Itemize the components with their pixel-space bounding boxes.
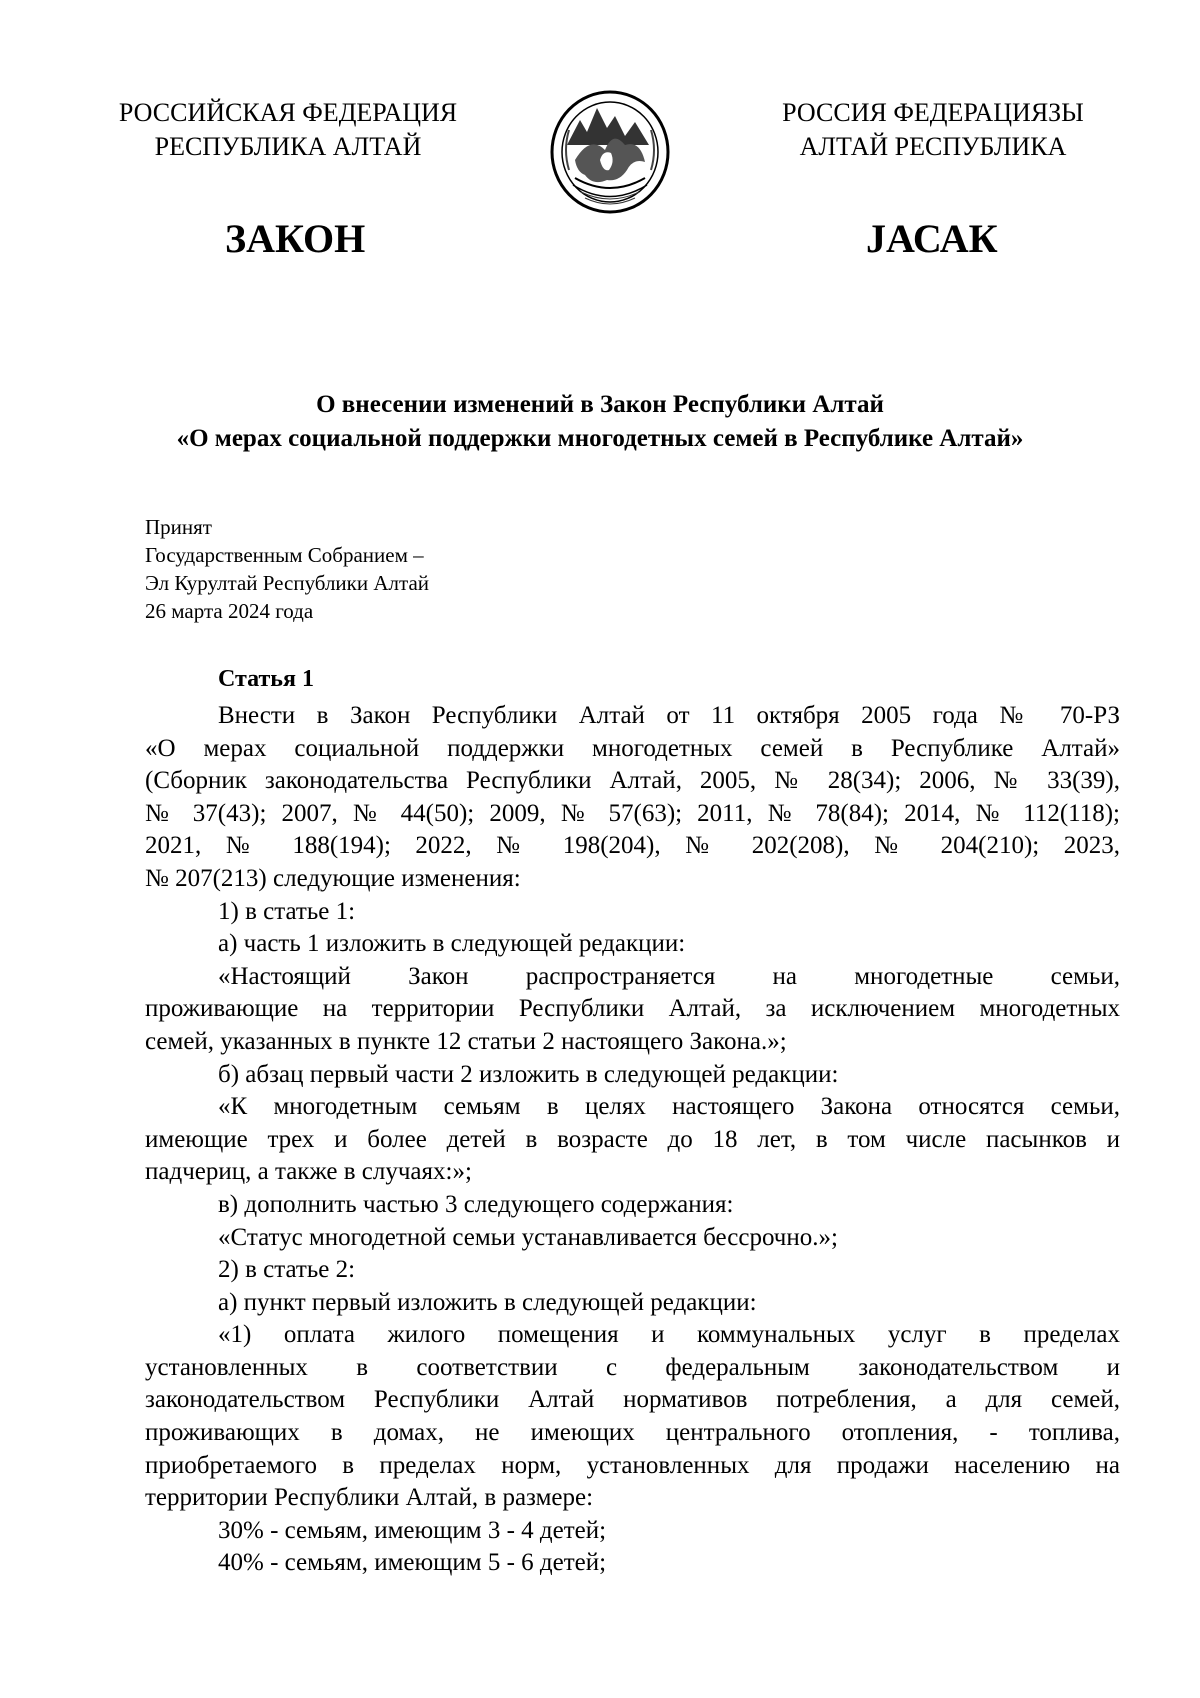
- body-line: «Настоящий Закон распространяется на многодетные семьи,: [218, 962, 1120, 990]
- body-line: № 37(43); 2007, № 44(50); 2009, № 57(63); 2011, № 78(84); 2014, № 112(118);: [145, 799, 1120, 827]
- body-line: в) дополнить частью 3 следующего содержания:: [218, 1190, 734, 1218]
- body-line: семей, указанных в пункте 12 статьи 2 настоящего Закона.»;: [145, 1027, 787, 1055]
- header-left: [98, 96, 478, 164]
- body-line: 30% - семьям, имеющим 3 - 4 детей;: [218, 1516, 607, 1544]
- adoption-line: Государственным Собранием –: [145, 543, 424, 567]
- body-line: приобретаемого в пределах норм, установленных для продажи населению на: [145, 1451, 1120, 1479]
- body-line: установленных в соответствии с федеральным законодательством и: [145, 1353, 1120, 1381]
- law-title-alt: JАСАК: [866, 216, 998, 261]
- adoption-block: [145, 513, 429, 625]
- body-line: законодательством Республики Алтай нормативов потребления, а для семей,: [145, 1386, 1120, 1414]
- body-line: Внести в Закон Республики Алтай от 11 октября 2005 года № 70-РЗ: [218, 702, 1120, 729]
- header-left-line-2: РЕСПУБЛИКА АЛТАЙ: [154, 132, 422, 161]
- body-line: проживающие на территории Республики Алтай, за исключением многодетных: [145, 995, 1120, 1023]
- body-line: территории Республики Алтай, в размере:: [145, 1484, 594, 1512]
- body-line: «О мерах социальной поддержки многодетных семей в Республике Алтай»: [145, 734, 1120, 762]
- document-title: [100, 388, 1100, 456]
- body-line: 2021, № 188(194); 2022, № 198(204), № 202(208), № 204(210); 2023,: [145, 832, 1120, 860]
- header-right: [758, 96, 1108, 164]
- header-right-line-2: АЛТАЙ РЕСПУБЛИКА: [799, 132, 1067, 161]
- body-line: проживающих в домах, не имеющих центрального отопления, - топлива,: [145, 1419, 1120, 1447]
- body-line: падчериц, а также в случаях:»;: [145, 1158, 472, 1186]
- body-line: (Сборник законодательства Республики Алтай, 2005, № 28(34); 2006, № 33(39),: [145, 767, 1120, 795]
- altai-republic-emblem-icon: [545, 90, 675, 240]
- body-line: «Статус многодетной семьи устанавливается бессрочно.»;: [218, 1223, 838, 1251]
- adoption-line: Эл Курултай Республики Алтай: [145, 571, 430, 595]
- article-body: [145, 700, 1120, 1580]
- header-right-line-1: РОССИЯ ФЕДЕРАЦИЯЗЫ: [782, 98, 1084, 127]
- article-title: Статья 1: [218, 666, 314, 692]
- body-line: б) абзац первый части 2 изложить в следующей редакции:: [218, 1060, 839, 1088]
- body-line: «К многодетным семьям в целях настоящего Закона относятся семьи,: [218, 1093, 1120, 1121]
- header-left-line-1: РОССИЙСКАЯ ФЕДЕРАЦИЯ: [118, 98, 458, 127]
- document-title-line-1: О внесении изменений в Закон Республики Алтай: [316, 391, 884, 418]
- body-line: № 207(213) следующие изменения:: [145, 864, 521, 892]
- body-line: «1) оплата жилого помещения и коммунальных услуг в пределах: [218, 1321, 1120, 1349]
- body-line: а) часть 1 изложить в следующей редакции:: [218, 930, 686, 958]
- document-title-line-2: «О мерах социальной поддержки многодетных семей в Республике Алтай»: [176, 425, 1024, 452]
- body-line: а) пункт первый изложить в следующей редакции:: [218, 1288, 757, 1316]
- adoption-line: Принят: [145, 515, 212, 539]
- body-line: 2) в статье 2:: [218, 1256, 356, 1284]
- adoption-date: 26 марта 2024 года: [145, 599, 314, 623]
- body-line: 40% - семьям, имеющим 5 - 6 детей;: [218, 1549, 607, 1577]
- body-line: 1) в статье 1:: [218, 897, 356, 925]
- law-title-ru: ЗАКОН: [225, 216, 366, 261]
- body-line: имеющие трех и более детей в возрасте до 18 лет, в том числе пасынков и: [145, 1125, 1120, 1153]
